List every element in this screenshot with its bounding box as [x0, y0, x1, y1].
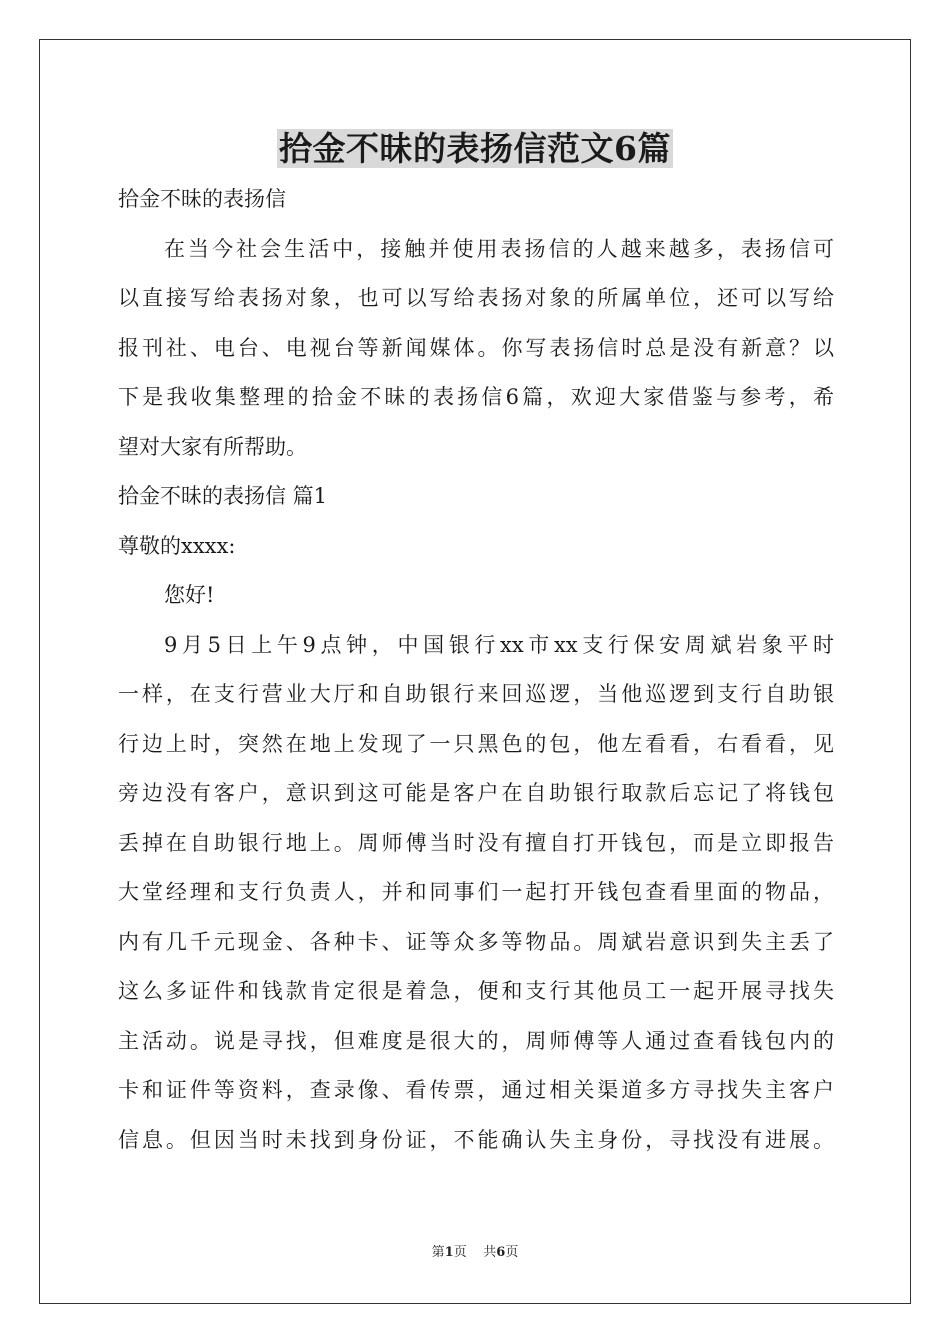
text-line: 信息。但因当时未找到身份证，不能确认失主身份，寻找没有进展。 [118, 1127, 834, 1152]
text-line: 拾金不昧的表扬信 篇1 [118, 484, 328, 508]
text-line: 您好! [164, 583, 215, 607]
footer-page-suffix: 页 [453, 1245, 467, 1260]
text-line: 旁边没有客户，意识到这可能是客户在自助银行取款后忘记了将钱包 [118, 781, 834, 805]
text-line: 大堂经理和支行负责人，并和同事们一起打开钱包查看里面的物品， [118, 880, 834, 904]
text-line: 这么多证件和钱款肯定很是着急，便和支行其他员工一起开展寻找失 [118, 979, 834, 1003]
text-line: 在当今社会生活中，接触并使用表扬信的人越来越多，表扬信可 [164, 236, 834, 261]
text-line: 尊敬的xxxx: [118, 533, 236, 558]
document-title-text: 拾金不昧的表扬信范文6篇 [279, 129, 671, 168]
page-footer [0, 1244, 950, 1262]
text-line: 行边上时，突然在地上发现了一只黑色的包，他左看看，右看看，见 [118, 731, 834, 756]
text-line: 卡和证件等资料，查录像、看传票，通过相关渠道多方寻找失主客户 [118, 1078, 834, 1102]
text-line: 报刊社、电台、电视台等新闻媒体。你写表扬信时总是没有新意？以 [118, 335, 834, 360]
text-line: 内有几千元现金、各种卡、证等众多等物品。周斌岩意识到失主丢了 [118, 929, 834, 954]
text-line: 望对大家有所帮助。 [118, 434, 307, 459]
document-title [0, 126, 950, 172]
footer-page-prefix: 第 [431, 1245, 445, 1260]
text-line: 拾金不昧的表扬信 [118, 187, 286, 211]
text-line: 以直接写给表扬对象，也可以写给表扬对象的所属单位，还可以写给 [118, 286, 834, 310]
footer-page-current: 1 [444, 1245, 454, 1260]
document-body [118, 175, 834, 1165]
text-line: 下是我收集整理的拾金不昧的表扬信6篇，欢迎大家借鉴与参考，希 [118, 385, 834, 409]
text-line: 9月5日上午9点钟，中国银行xx市xx支行保安周斌岩象平时 [164, 632, 834, 657]
footer-total-suffix: 页 [505, 1245, 519, 1260]
text-line: 主活动。说是寻找，但难度是很大的，周师傅等人通过查看钱包内的 [118, 1028, 834, 1053]
text-line: 一样，在支行营业大厅和自助银行来回巡逻，当他巡逻到支行自助银 [118, 682, 834, 706]
text-line: 丢掉在自助银行地上。周师傅当时没有擅自打开钱包，而是立即报告 [118, 830, 834, 855]
footer-page-total: 6 [496, 1245, 506, 1260]
footer-total-prefix: 共 [483, 1245, 497, 1260]
